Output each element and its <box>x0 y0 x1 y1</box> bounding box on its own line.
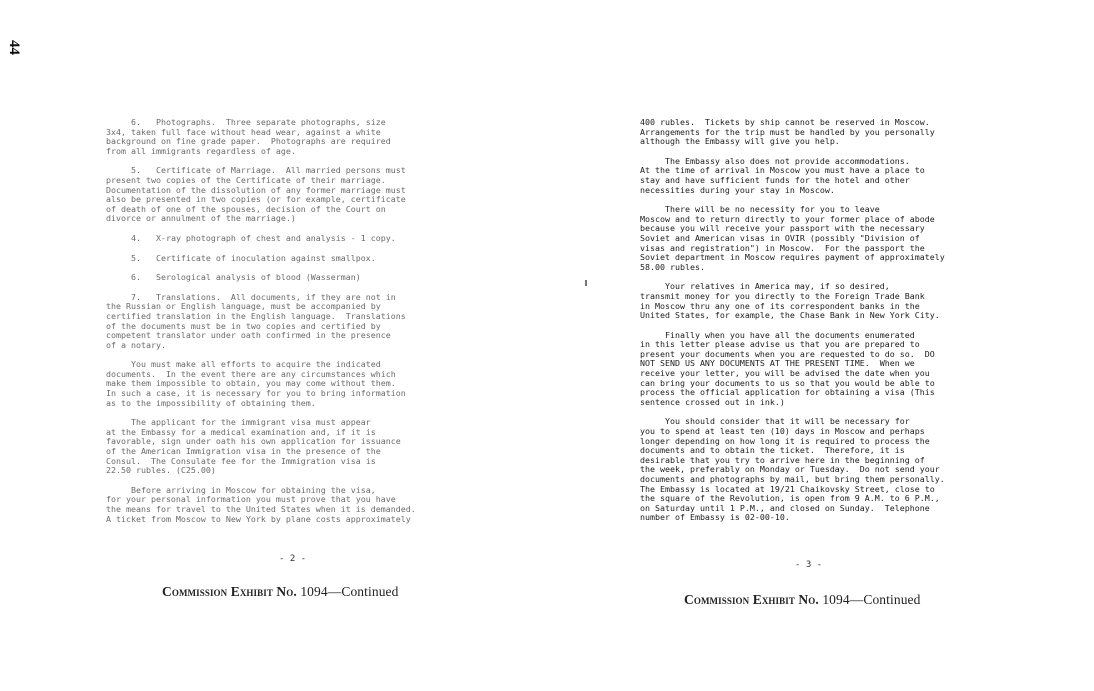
left-paragraph-9: Before arriving in Moscow for obtaining the visa, for your personal information you must prove that you have the means for travel to the United States when it is demanded. A ticket from Moscow to New York by plane costs approximately <box>106 484 416 524</box>
left-paragraph-7: You must make all efforts to acquire the indicated documents. In the event there are any circumstances which make them impossible to obtain, you may come without them. In such a case, it is necessary for you to bring information as to the impossibility of obtaining them. <box>106 359 406 408</box>
left-caption-lead: Commission Exhibit No. <box>162 584 297 599</box>
left-paragraph-1: 6. Photographs. Three separate photographs, size 3x4, taken full face without head wear, against a white background on fine grade paper. Photographs are required from all immigrants regardless of age. <box>106 117 391 156</box>
left-paragraph-6: 7. Translations. All documents, if they are not in the Russian or English language, must be accompanied by certified translation in the English language. Translations of the documents must be in two copies and certified by competent translator under oath confirmed in the presence of a notary. <box>106 291 406 350</box>
right-paragraph-4: Your relatives in America may, if so desired, transmit money for you directly to the Foreign Trade Bank in Moscow thru any one of its correspondent banks in the United States, for example, the Chase Bank in New York City. <box>640 281 940 321</box>
right-caption <box>684 592 920 608</box>
right-page-body <box>640 118 992 533</box>
right-caption-lead: Commission Exhibit No. <box>684 592 819 607</box>
left-caption <box>162 584 398 600</box>
left-page-body <box>106 118 466 534</box>
left-paragraph-2: 5. Certificate of Marriage. All married persons must present two copies of the Certificate of their marriage. Documentation of the dissolution of any former marriage must also be presented in two copies (or for example, certificate of death of one of the spouses, decision of the Court on divorce or annulment of the marriage.) <box>106 165 406 224</box>
left-paragraph-8: The applicant for the immigrant visa must appear at the Embassy for a medical examination and, if it is favorable, sign under oath his own application for issuance of the American Immigration visa in the presence of the Consul. The Consulate fee for the Immigration visa is 22.50 rubles. (C25.00) <box>106 417 401 476</box>
left-caption-rest: 1094—Continued <box>296 584 399 599</box>
left-paragraph-4: 5. Certificate of inoculation against smallpox. <box>106 252 376 263</box>
right-paragraph-5: Finally when you have all the documents enumerated in this letter please advise us that you are prepared to present your documents when you are requested to do so. DO NOT SEND US ANY DOCUMENTS AT THE PRESENT TIME. When we receive your letter, you will be advised the date when you can bring your documents to us so that you would be able to process the official application for obtaining a visa (This sentence crossed out in ink.) <box>640 329 935 407</box>
right-caption-rest: 1094—Continued <box>818 592 921 607</box>
gutter-mark <box>585 280 587 286</box>
right-paragraph-6: You should consider that it will be necessary for you to spend at least ten (10) days in Moscow and perhaps longer depending on how long it is required to process the documents and to obtain the ticket. Therefore, it is desirable that you try to arrive here in the beginning of the week, preferably on Monday or Tuesday. Do not send your documents and photographs by mail, but bring them personally. The Embassy is located at 19/21 Chaikovsky Street, close to the square of the Revolution, is open from 9 A.M. to 6 P.M., on Saturday until 1 P.M., and closed on Sunday. Telephone number of Embassy is 02-00-10. <box>640 416 945 523</box>
left-footer-number: - 2 - <box>279 554 307 564</box>
right-paragraph-1: 400 rubles. Tickets by ship cannot be reserved in Moscow. Arrangements for the trip must be handled by you personally although the Embassy will give you help. <box>640 117 935 147</box>
right-footer-number: - 3 - <box>795 560 823 570</box>
page-number: 44 <box>6 40 22 55</box>
left-paragraph-3: 4. X-ray photograph of chest and analysis - 1 copy. <box>106 232 396 243</box>
left-paragraph-5: 6. Serological analysis of blood (Wasserman) <box>106 272 361 283</box>
right-paragraph-3: There will be no necessity for you to leave Moscow and to return directly to your former place of abode because you will receive your passport with the necessary Soviet and American visas in OVIR (possibly "Division of visas and registration") in Moscow. For the passport the Soviet department in Moscow requires payment of approximately 58.00 rubles. <box>640 204 945 272</box>
right-paragraph-2: The Embassy also does not provide accommodations. At the time of arrival in Moscow you must have a place to stay and have sufficient funds for the hotel and other necessities during your stay in Moscow. <box>640 155 925 195</box>
